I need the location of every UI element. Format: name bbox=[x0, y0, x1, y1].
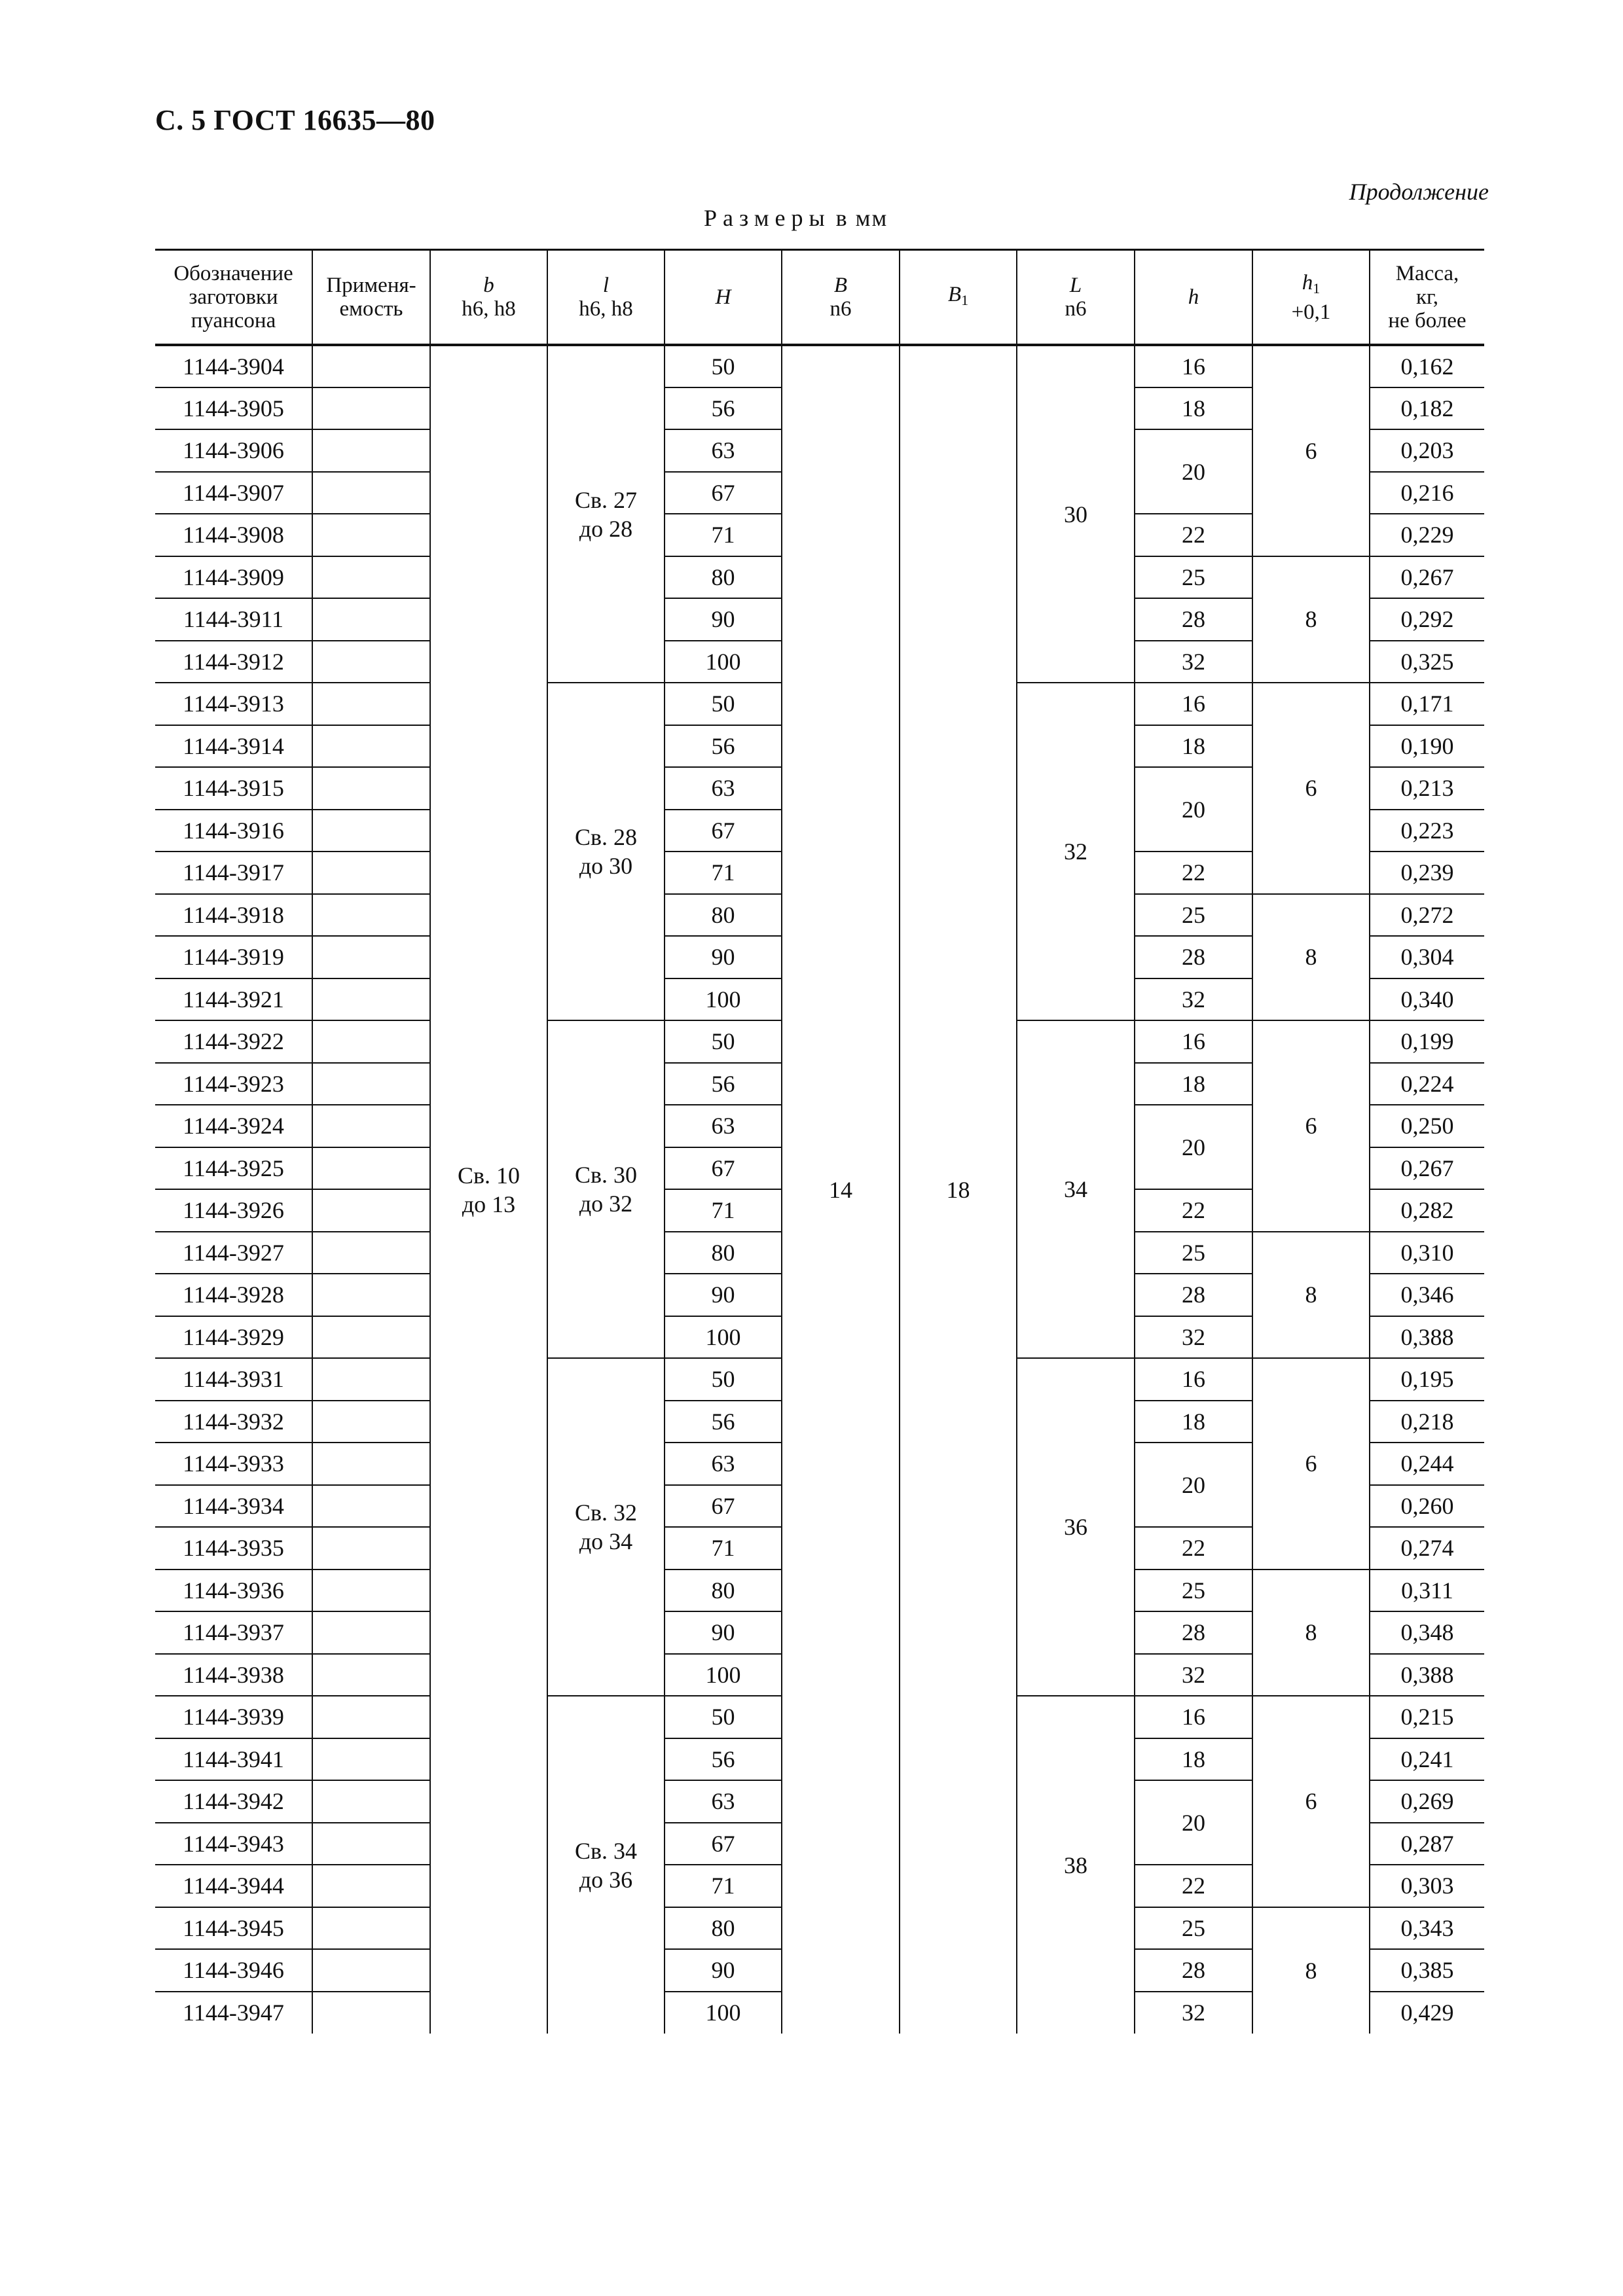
cell-H: 56 bbox=[665, 1401, 782, 1443]
cell-mass: 0,162 bbox=[1370, 345, 1484, 387]
cell-designation: 1144-3931 bbox=[155, 1358, 312, 1401]
col-header-L bbox=[1017, 250, 1135, 346]
cell-applicability bbox=[312, 936, 430, 978]
cell-h: 28 bbox=[1135, 1949, 1252, 1992]
cell-applicability bbox=[312, 683, 430, 725]
cell-mass: 0,429 bbox=[1400, 2000, 1454, 2026]
header-tolerance: +0,1 bbox=[1291, 300, 1331, 324]
cell-applicability bbox=[312, 1105, 430, 1147]
cell-mass: 0,292 bbox=[1370, 598, 1484, 641]
cell-designation: 1144-3907 bbox=[155, 472, 312, 514]
cell-H: 50 bbox=[665, 1696, 782, 1738]
cell-L: 38 bbox=[1017, 1696, 1135, 2034]
cell-designation: 1144-3913 bbox=[155, 683, 312, 725]
cell-H: 50 bbox=[665, 683, 782, 725]
cell-designation: 1144-3926 bbox=[155, 1189, 312, 1232]
cell-mass: 0,195 bbox=[1370, 1358, 1484, 1401]
cell-designation: 1144-3904 bbox=[155, 345, 312, 387]
cell-applicability bbox=[312, 1316, 430, 1359]
cell-h: 18 bbox=[1135, 387, 1252, 430]
cell-designation: 1144-3934 bbox=[155, 1485, 312, 1528]
cell-designation: 1144-3924 bbox=[155, 1105, 312, 1147]
cell-h: 25 bbox=[1135, 1232, 1252, 1274]
cell-applicability bbox=[312, 345, 430, 387]
cell-b bbox=[430, 345, 547, 2034]
cell-applicability bbox=[312, 1358, 430, 1401]
cell-mass: 0,190 bbox=[1370, 725, 1484, 768]
cell-H: 50 bbox=[665, 345, 782, 387]
cell-H: 100 bbox=[665, 978, 782, 1021]
header-symbol: L bbox=[1069, 274, 1082, 297]
cell-h: 25 bbox=[1135, 1570, 1252, 1612]
cell-designation: 1144-3905 bbox=[155, 387, 312, 430]
cell-H: 71 bbox=[665, 1865, 782, 1907]
cell-H: 50 bbox=[665, 1358, 782, 1401]
cell-H: 56 bbox=[665, 725, 782, 768]
cell-applicability bbox=[312, 1823, 430, 1865]
cell-designation: 1144-3917 bbox=[155, 852, 312, 894]
cell-h1: 6 bbox=[1252, 1358, 1370, 1570]
cell-h1: 8 bbox=[1252, 1232, 1370, 1359]
cell-H: 80 bbox=[665, 894, 782, 937]
header-tolerance: h6, h8 bbox=[462, 297, 516, 321]
cell-h: 25 bbox=[1135, 894, 1252, 937]
cell-applicability bbox=[312, 1401, 430, 1443]
header-line: емость bbox=[339, 297, 403, 321]
cell-h: 20 bbox=[1135, 1443, 1252, 1527]
header-symbol-subscript: 1 bbox=[961, 291, 969, 308]
table-header-row bbox=[155, 250, 1484, 346]
cell-mass: 0,239 bbox=[1370, 852, 1484, 894]
col-header-B1 bbox=[900, 250, 1017, 346]
cell-mass: 0,282 bbox=[1370, 1189, 1484, 1232]
cell-applicability bbox=[312, 1865, 430, 1907]
cell-mass: 0,229 bbox=[1370, 514, 1484, 556]
cell-line: до 32 bbox=[579, 1191, 633, 1217]
cell-H: 67 bbox=[665, 1147, 782, 1190]
cell-applicability bbox=[312, 1189, 430, 1232]
cell-B1: 18 bbox=[900, 345, 1017, 2034]
cell-L: 36 bbox=[1017, 1358, 1135, 1696]
cell-line: Св. 10 bbox=[457, 1162, 520, 1189]
cell-h: 18 bbox=[1135, 1738, 1252, 1781]
cell-H: 67 bbox=[665, 810, 782, 852]
cell-designation: 1144-3915 bbox=[155, 767, 312, 810]
cell-applicability bbox=[312, 767, 430, 810]
cell-applicability bbox=[312, 1274, 430, 1316]
cell-designation: 1144-3923 bbox=[155, 1063, 312, 1105]
cell-h1: 8 bbox=[1252, 556, 1370, 683]
cell-designation: 1144-3918 bbox=[155, 894, 312, 937]
cell-h1: 6 bbox=[1252, 1020, 1370, 1232]
cell-H: 71 bbox=[665, 852, 782, 894]
header-symbol: B bbox=[833, 274, 848, 297]
header-symbol bbox=[900, 283, 1016, 312]
cell-applicability bbox=[312, 1063, 430, 1105]
cell-designation: 1144-3944 bbox=[155, 1865, 312, 1907]
cell-h: 28 bbox=[1135, 1274, 1252, 1316]
cell-H: 56 bbox=[665, 1738, 782, 1781]
cell-h1: 6 bbox=[1252, 683, 1370, 894]
cell-designation: 1144-3933 bbox=[155, 1443, 312, 1485]
cell-applicability bbox=[312, 1696, 430, 1738]
cell-designation: 1144-3912 bbox=[155, 641, 312, 683]
col-header-h1 bbox=[1252, 250, 1370, 346]
cell-applicability bbox=[312, 1443, 430, 1485]
cell-h: 22 bbox=[1135, 1865, 1252, 1907]
cell-line: Св. 32 bbox=[574, 1499, 637, 1526]
cell-mass: 0,304 bbox=[1370, 936, 1484, 978]
cell-mass: 0,203 bbox=[1370, 429, 1484, 472]
cell-mass: 0,343 bbox=[1370, 1907, 1484, 1950]
cell-h: 32 bbox=[1135, 978, 1252, 1021]
cell-H: 100 bbox=[665, 1992, 782, 2034]
cell-H: 63 bbox=[665, 1780, 782, 1823]
cell-h1: 8 bbox=[1252, 894, 1370, 1021]
cell-designation: 1144-3919 bbox=[155, 936, 312, 978]
cell-h: 25 bbox=[1135, 1907, 1252, 1950]
cell-mass: 0,274 bbox=[1370, 1527, 1484, 1570]
cell-h: 20 bbox=[1135, 767, 1252, 852]
continuation-label: Продолжение bbox=[1349, 179, 1489, 205]
cell-mass: 0,310 bbox=[1370, 1232, 1484, 1274]
cell-h: 28 bbox=[1135, 598, 1252, 641]
col-header-l bbox=[547, 250, 665, 346]
cell-applicability bbox=[312, 1020, 430, 1063]
cell-l bbox=[547, 1696, 665, 2034]
header-symbol: l bbox=[602, 274, 610, 297]
cell-H: 56 bbox=[665, 387, 782, 430]
cell-H: 80 bbox=[665, 1570, 782, 1612]
col-header-mass bbox=[1370, 250, 1484, 346]
cell-h: 16 bbox=[1135, 1358, 1252, 1401]
cell-H: 56 bbox=[665, 1063, 782, 1105]
cell-line: Св. 27 bbox=[574, 486, 637, 513]
cell-H: 80 bbox=[665, 1907, 782, 1950]
cell-mass: 0,325 bbox=[1370, 641, 1484, 683]
cell-h: 28 bbox=[1135, 936, 1252, 978]
cell-applicability bbox=[312, 1949, 430, 1992]
cell-applicability bbox=[312, 1907, 430, 1950]
cell-designation: 1144-3927 bbox=[155, 1232, 312, 1274]
header-line: заготовки bbox=[189, 285, 278, 309]
cell-designation: 1144-3908 bbox=[155, 514, 312, 556]
cell-designation: 1144-3947 bbox=[155, 1992, 312, 2034]
cell-applicability bbox=[312, 1527, 430, 1570]
cell-h: 16 bbox=[1135, 1696, 1252, 1738]
cell-applicability bbox=[312, 1738, 430, 1781]
col-header-H bbox=[665, 250, 782, 346]
cell-applicability bbox=[312, 598, 430, 641]
cell-mass: 0,269 bbox=[1370, 1780, 1484, 1823]
cell-applicability bbox=[312, 978, 430, 1021]
cell-applicability bbox=[312, 1780, 430, 1823]
cell-H: 63 bbox=[665, 429, 782, 472]
cell-applicability bbox=[312, 1611, 430, 1654]
cell-designation: 1144-3922 bbox=[155, 1020, 312, 1063]
cell-h: 18 bbox=[1135, 1401, 1252, 1443]
header-symbol-letter: B bbox=[947, 282, 962, 306]
cell-L: 30 bbox=[1017, 345, 1135, 683]
cell-line: Св. 30 bbox=[574, 1162, 637, 1188]
cell-h: 28 bbox=[1135, 1611, 1252, 1654]
dimensions-table bbox=[155, 249, 1484, 2034]
header-line: Масса, bbox=[1395, 262, 1459, 285]
header-line: Обозначение bbox=[173, 262, 293, 285]
cell-applicability bbox=[312, 514, 430, 556]
cell-mass: 0,218 bbox=[1370, 1401, 1484, 1443]
cell-h: 16 bbox=[1135, 1020, 1252, 1063]
cell-L: 32 bbox=[1017, 683, 1135, 1020]
cell-H: 90 bbox=[665, 598, 782, 641]
cell-line: до 28 bbox=[579, 515, 633, 542]
cell-applicability bbox=[312, 556, 430, 599]
cell-applicability bbox=[312, 1147, 430, 1190]
header-line: не более bbox=[1388, 309, 1467, 332]
cell-H: 63 bbox=[665, 1443, 782, 1485]
cell-H: 80 bbox=[665, 556, 782, 599]
cell-H: 63 bbox=[665, 767, 782, 810]
cell-B: 14 bbox=[782, 345, 900, 2034]
cell-H: 71 bbox=[665, 1189, 782, 1232]
cell-mass: 0,199 bbox=[1370, 1020, 1484, 1063]
cell-applicability bbox=[312, 894, 430, 937]
header-line: пуансона bbox=[191, 309, 276, 332]
col-header-b bbox=[430, 250, 547, 346]
cell-designation: 1144-3932 bbox=[155, 1401, 312, 1443]
cell-designation: 1144-3942 bbox=[155, 1780, 312, 1823]
cell-h: 20 bbox=[1135, 1105, 1252, 1189]
header-line: Применя- bbox=[326, 274, 416, 297]
cell-H: 90 bbox=[665, 936, 782, 978]
cell-applicability bbox=[312, 1992, 430, 2034]
cell-mass: 0,311 bbox=[1370, 1570, 1484, 1612]
cell-applicability bbox=[312, 429, 430, 472]
cell-mass: 0,267 bbox=[1370, 1147, 1484, 1190]
cell-applicability bbox=[312, 1570, 430, 1612]
cell-H: 100 bbox=[665, 1316, 782, 1359]
cell-applicability bbox=[312, 725, 430, 768]
cell-H: 67 bbox=[665, 1485, 782, 1528]
cell-H: 63 bbox=[665, 1105, 782, 1147]
cell-H: 90 bbox=[665, 1949, 782, 1992]
cell-mass: 0,223 bbox=[1370, 810, 1484, 852]
cell-applicability bbox=[312, 810, 430, 852]
cell-designation: 1144-3914 bbox=[155, 725, 312, 768]
cell-h: 25 bbox=[1135, 556, 1252, 599]
cell-applicability bbox=[312, 1654, 430, 1696]
cell-applicability bbox=[312, 472, 430, 514]
header-tolerance: n6 bbox=[830, 297, 852, 321]
cell-L: 34 bbox=[1017, 1020, 1135, 1358]
units-caption bbox=[704, 204, 888, 232]
col-header-applicability bbox=[312, 250, 430, 346]
cell-mass: 0,385 bbox=[1370, 1949, 1484, 1992]
cell-H: 50 bbox=[665, 1020, 782, 1063]
table-row bbox=[155, 345, 1484, 387]
cell-h: 16 bbox=[1135, 683, 1252, 725]
cell-mass: 0,241 bbox=[1370, 1738, 1484, 1781]
cell-H: 71 bbox=[665, 514, 782, 556]
cell-h: 32 bbox=[1135, 641, 1252, 683]
cell-mass: 0,260 bbox=[1370, 1485, 1484, 1528]
cell-mass: 0,244 bbox=[1370, 1443, 1484, 1485]
cell-designation: 1144-3946 bbox=[155, 1949, 312, 1992]
cell-designation: 1144-3939 bbox=[155, 1696, 312, 1738]
cell-line: до 13 bbox=[462, 1191, 516, 1217]
cell-mass: 0,348 bbox=[1370, 1611, 1484, 1654]
cell-H: 100 bbox=[665, 1654, 782, 1696]
cell-mass: 0,267 bbox=[1370, 556, 1484, 599]
cell-l bbox=[547, 345, 665, 683]
cell-designation: 1144-3921 bbox=[155, 978, 312, 1021]
cell-h1: 6 bbox=[1252, 345, 1370, 556]
cell-h: 32 bbox=[1135, 1992, 1252, 2034]
header-tolerance: h6, h8 bbox=[579, 297, 633, 321]
cell-mass: 0,287 bbox=[1370, 1823, 1484, 1865]
cell-line: Св. 28 bbox=[574, 824, 637, 850]
cell-line: до 36 bbox=[579, 1866, 633, 1893]
cell-designation: 1144-3941 bbox=[155, 1738, 312, 1781]
units-caption-part2: в мм bbox=[835, 205, 888, 231]
cell-h: 18 bbox=[1135, 725, 1252, 768]
cell-H: 67 bbox=[665, 1823, 782, 1865]
header-symbol: H bbox=[715, 285, 731, 309]
cell-l bbox=[547, 1358, 665, 1696]
col-header-designation bbox=[155, 250, 312, 346]
cell-h: 32 bbox=[1135, 1654, 1252, 1696]
col-header-h bbox=[1135, 250, 1252, 346]
units-caption-part1: Размеры bbox=[704, 205, 831, 231]
cell-H: 71 bbox=[665, 1527, 782, 1570]
cell-mass: 0,224 bbox=[1370, 1063, 1484, 1105]
cell-H: 67 bbox=[665, 472, 782, 514]
header-symbol: b bbox=[483, 274, 494, 297]
cell-applicability bbox=[312, 1232, 430, 1274]
cell-designation: 1144-3936 bbox=[155, 1570, 312, 1612]
cell-mass: 0,272 bbox=[1370, 894, 1484, 937]
cell-designation: 1144-3945 bbox=[155, 1907, 312, 1950]
cell-h: 32 bbox=[1135, 1316, 1252, 1359]
cell-mass: 0,303 bbox=[1370, 1865, 1484, 1907]
cell-h1: 8 bbox=[1252, 1570, 1370, 1696]
cell-H: 100 bbox=[665, 641, 782, 683]
cell-h: 22 bbox=[1135, 1527, 1252, 1570]
cell-h: 20 bbox=[1135, 1780, 1252, 1865]
table-body bbox=[155, 345, 1484, 2034]
cell-applicability bbox=[312, 387, 430, 430]
cell-designation: 1144-3909 bbox=[155, 556, 312, 599]
cell-line: Св. 34 bbox=[574, 1837, 637, 1864]
header-line: кг, bbox=[1415, 285, 1439, 309]
cell-mass: 0,213 bbox=[1370, 767, 1484, 810]
cell-applicability bbox=[312, 641, 430, 683]
cell-h: 22 bbox=[1135, 1189, 1252, 1232]
cell-h1: 8 bbox=[1252, 1907, 1370, 2034]
cell-mass: 0,388 bbox=[1370, 1316, 1484, 1359]
cell-mass: 0,215 bbox=[1370, 1696, 1484, 1738]
cell-mass: 0,346 bbox=[1370, 1274, 1484, 1316]
header-symbol-subscript: 1 bbox=[1313, 279, 1321, 296]
cell-h1: 6 bbox=[1252, 1696, 1370, 1907]
cell-l bbox=[547, 1020, 665, 1358]
cell-designation: 1144-3937 bbox=[155, 1611, 312, 1654]
cell-mass: 0,340 bbox=[1370, 978, 1484, 1021]
header-symbol-letter: h bbox=[1302, 270, 1313, 295]
cell-mass: 0,182 bbox=[1370, 387, 1484, 430]
cell-H: 80 bbox=[665, 1232, 782, 1274]
cell-h: 16 bbox=[1135, 345, 1252, 387]
page-header: С. 5 ГОСТ 16635—80 bbox=[155, 104, 435, 136]
header-tolerance: n6 bbox=[1065, 297, 1087, 321]
header-symbol bbox=[1253, 271, 1369, 300]
cell-applicability bbox=[312, 852, 430, 894]
cell-h: 22 bbox=[1135, 514, 1252, 556]
cell-designation: 1144-3911 bbox=[155, 598, 312, 641]
cell-h: 18 bbox=[1135, 1063, 1252, 1105]
col-header-B bbox=[782, 250, 900, 346]
cell-designation: 1144-3925 bbox=[155, 1147, 312, 1190]
cell-mass: 0,216 bbox=[1370, 472, 1484, 514]
cell-designation: 1144-3943 bbox=[155, 1823, 312, 1865]
cell-h: 22 bbox=[1135, 852, 1252, 894]
cell-designation: 1144-3938 bbox=[155, 1654, 312, 1696]
header-symbol: h bbox=[1188, 285, 1199, 309]
cell-designation: 1144-3929 bbox=[155, 1316, 312, 1359]
cell-mass: 0,171 bbox=[1370, 683, 1484, 725]
cell-mass: 0,388 bbox=[1370, 1654, 1484, 1696]
cell-designation: 1144-3928 bbox=[155, 1274, 312, 1316]
cell-mass: 0,250 bbox=[1370, 1105, 1484, 1147]
cell-designation: 1144-3935 bbox=[155, 1527, 312, 1570]
cell-line: до 34 bbox=[579, 1528, 633, 1554]
cell-l bbox=[547, 683, 665, 1020]
cell-line: до 30 bbox=[579, 853, 633, 879]
cell-applicability bbox=[312, 1485, 430, 1528]
cell-H: 90 bbox=[665, 1611, 782, 1654]
cell-h: 20 bbox=[1135, 429, 1252, 514]
cell-designation: 1144-3906 bbox=[155, 429, 312, 472]
cell-designation: 1144-3916 bbox=[155, 810, 312, 852]
cell-H: 90 bbox=[665, 1274, 782, 1316]
